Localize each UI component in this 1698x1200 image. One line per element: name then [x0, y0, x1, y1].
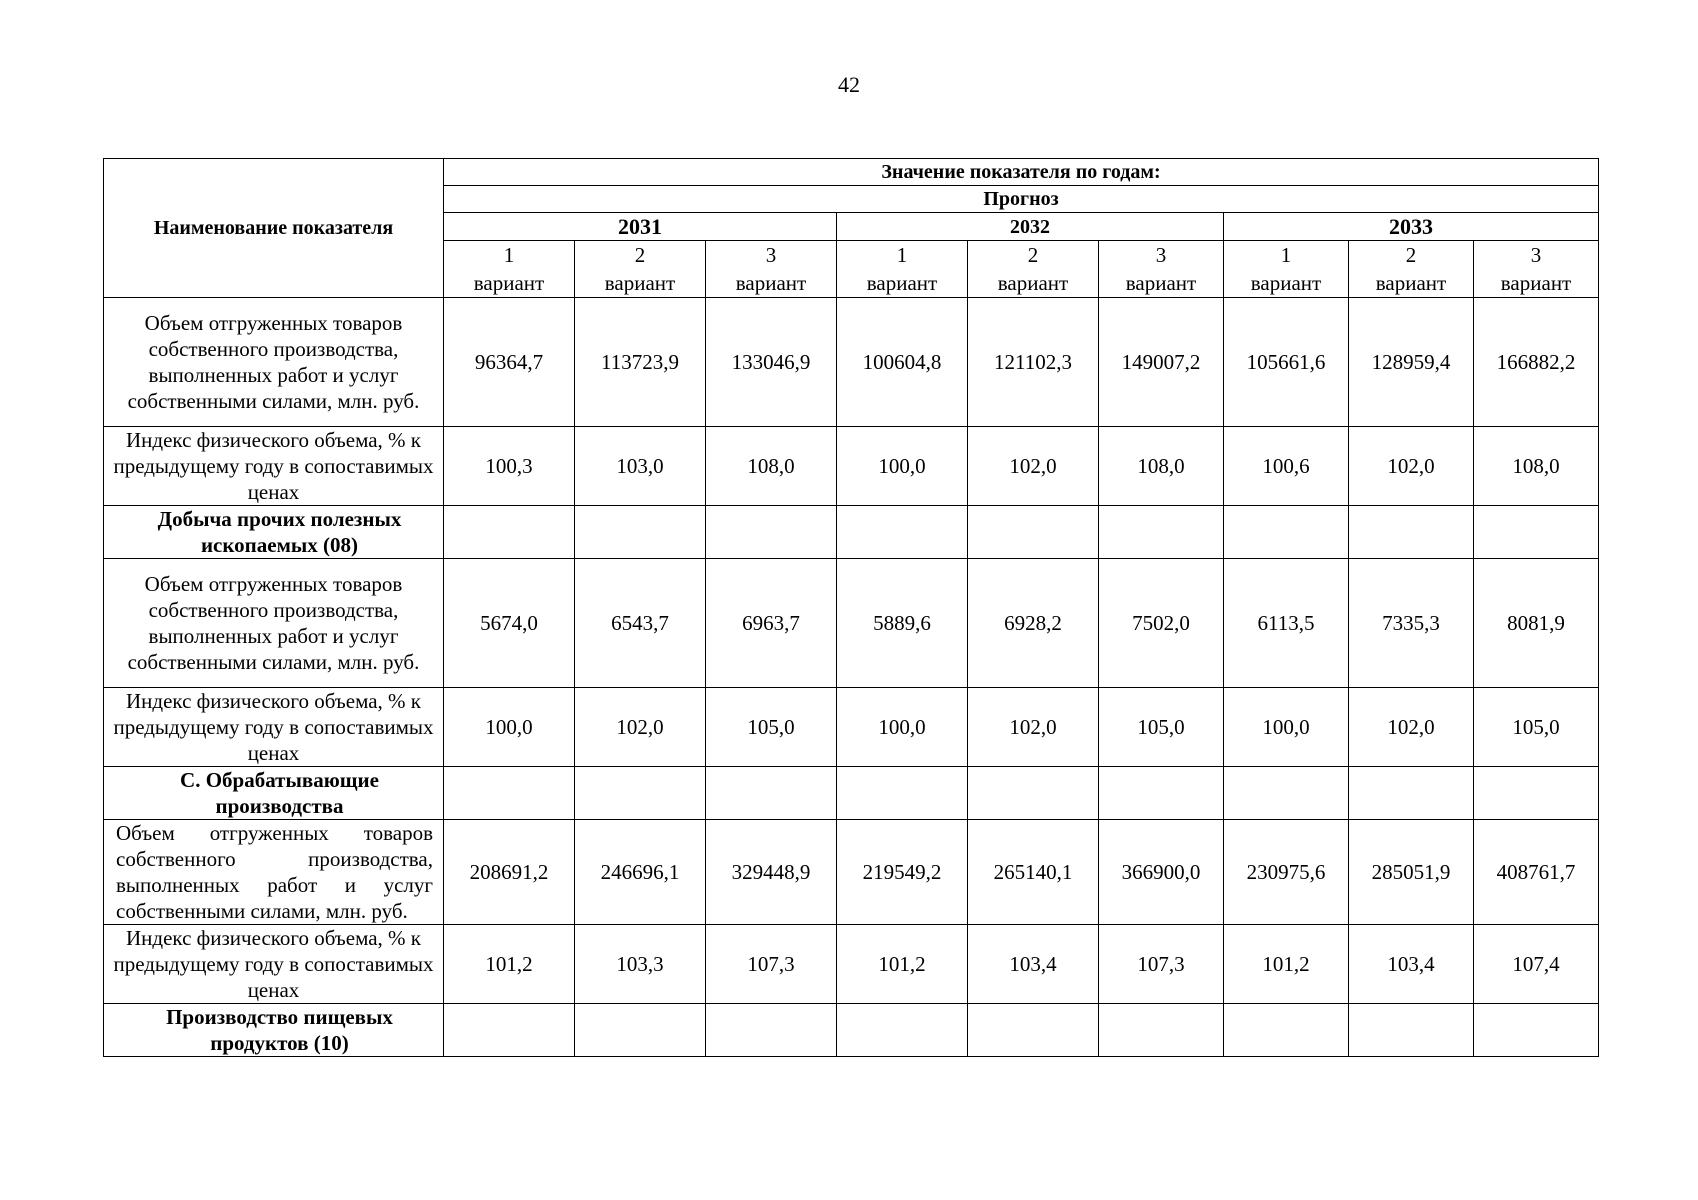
variant-label: вариант	[1375, 271, 1447, 295]
value-cell: 100,6	[1224, 427, 1349, 506]
value-cell: 7335,3	[1349, 559, 1474, 688]
variant-label: вариант	[1125, 271, 1197, 295]
value-cell	[1099, 767, 1224, 820]
variant-label: вариант	[604, 271, 676, 295]
year-header-2031: 2031	[444, 213, 837, 241]
value-cell: 121102,3	[968, 298, 1099, 427]
value-cell	[575, 767, 706, 820]
value-cell: 366900,0	[1099, 820, 1224, 925]
value-cell: 108,0	[1099, 427, 1224, 506]
value-cell: 408761,7	[1474, 820, 1599, 925]
value-cell: 107,4	[1474, 925, 1599, 1004]
variant-number: 1	[1280, 243, 1292, 267]
value-cell: 102,0	[1349, 688, 1474, 767]
value-cell: 101,2	[444, 925, 575, 1004]
value-cell: 103,4	[1349, 925, 1474, 1004]
section-row	[104, 506, 1599, 559]
value-cell: 103,0	[575, 427, 706, 506]
value-cell	[444, 767, 575, 820]
value-cell	[968, 1004, 1099, 1057]
section-row	[104, 767, 1599, 820]
variant-header	[1099, 241, 1224, 298]
value-cell	[1099, 1004, 1224, 1057]
value-cell	[444, 506, 575, 559]
value-cell: 166882,2	[1474, 298, 1599, 427]
variant-label: вариант	[997, 271, 1069, 295]
variant-header	[1224, 241, 1349, 298]
indicator-name: Объем отгруженных товаров собственного производства, выполненных работ и услуг собственными силами, млн. руб.	[104, 559, 444, 688]
variant-label: вариант	[866, 271, 938, 295]
indicator-name: Объем отгруженных товаров собственного производства, выполненных работ и услуг собственными силами, млн. руб.	[104, 820, 444, 925]
value-cell: 5674,0	[444, 559, 575, 688]
value-cell: 108,0	[1474, 427, 1599, 506]
value-cell	[837, 506, 968, 559]
forecast-header: Прогноз	[444, 186, 1599, 213]
value-cell: 100,3	[444, 427, 575, 506]
value-cell: 103,3	[575, 925, 706, 1004]
value-cell: 133046,9	[706, 298, 837, 427]
value-cell: 105,0	[1099, 688, 1224, 767]
value-cell	[575, 506, 706, 559]
value-cell: 105661,6	[1224, 298, 1349, 427]
variant-header	[968, 241, 1099, 298]
table-row	[104, 925, 1599, 1004]
variant-label: вариант	[473, 271, 545, 295]
page-number: 42	[838, 72, 860, 97]
value-cell	[444, 1004, 575, 1057]
value-cell: 285051,9	[1349, 820, 1474, 925]
variant-header	[1474, 241, 1599, 298]
section-title: С. Обрабатывающие производства	[104, 767, 444, 820]
variant-header	[444, 241, 575, 298]
value-cell: 108,0	[706, 427, 837, 506]
value-cell	[837, 767, 968, 820]
value-cell: 246696,1	[575, 820, 706, 925]
variant-header	[1349, 241, 1474, 298]
table-row	[104, 820, 1599, 925]
value-cell: 107,3	[706, 925, 837, 1004]
value-cell: 100,0	[837, 688, 968, 767]
value-cell	[1224, 767, 1349, 820]
value-cell: 102,0	[968, 688, 1099, 767]
value-cell	[1224, 506, 1349, 559]
table-row	[104, 688, 1599, 767]
value-cell: 100604,8	[837, 298, 968, 427]
value-cell	[1224, 1004, 1349, 1057]
indicator-name: Индекс физического объема, % к предыдущему году в сопоставимых ценах	[104, 427, 444, 506]
value-cell	[1474, 506, 1599, 559]
value-cell: 265140,1	[968, 820, 1099, 925]
value-cell: 6963,7	[706, 559, 837, 688]
value-cell: 102,0	[575, 688, 706, 767]
variant-header	[706, 241, 837, 298]
value-cell	[706, 1004, 837, 1057]
value-cell: 208691,2	[444, 820, 575, 925]
value-cell	[1349, 767, 1474, 820]
variant-number: 3	[1155, 243, 1167, 267]
value-cell	[968, 767, 1099, 820]
section-title: Добыча прочих полезных ископаемых (08)	[104, 506, 444, 559]
section-title: Производство пищевых продуктов (10)	[104, 1004, 444, 1057]
value-cell: 6543,7	[575, 559, 706, 688]
value-cell	[1099, 506, 1224, 559]
indicator-name-header: Наименование показателя	[104, 159, 444, 298]
value-cell	[1474, 767, 1599, 820]
value-cell: 329448,9	[706, 820, 837, 925]
value-cell: 128959,4	[1349, 298, 1474, 427]
variant-header	[837, 241, 968, 298]
value-cell: 103,4	[968, 925, 1099, 1004]
value-cell	[706, 767, 837, 820]
value-cell: 105,0	[706, 688, 837, 767]
value-cell: 105,0	[1474, 688, 1599, 767]
value-cell	[968, 506, 1099, 559]
variant-number: 1	[503, 243, 515, 267]
value-cell: 100,0	[1224, 688, 1349, 767]
value-cell: 113723,9	[575, 298, 706, 427]
value-cell: 107,3	[1099, 925, 1224, 1004]
variant-label: вариант	[1500, 271, 1572, 295]
variant-label: вариант	[1250, 271, 1322, 295]
variant-number: 1	[896, 243, 908, 267]
variant-number: 3	[1530, 243, 1542, 267]
year-header-2032: 2032	[837, 213, 1224, 241]
variant-number: 3	[765, 243, 777, 267]
section-row	[104, 1004, 1599, 1057]
value-cell: 102,0	[1349, 427, 1474, 506]
group-title-header: Значение показателя по годам:	[444, 159, 1599, 186]
value-cell: 100,0	[444, 688, 575, 767]
value-cell	[706, 506, 837, 559]
table-row	[104, 427, 1599, 506]
value-cell: 8081,9	[1474, 559, 1599, 688]
variant-number: 2	[1027, 243, 1039, 267]
forecast-table	[103, 158, 1599, 1057]
value-cell	[837, 1004, 968, 1057]
value-cell: 101,2	[1224, 925, 1349, 1004]
indicator-name: Объем отгруженных товаров собственного производства, выполненных работ и услуг собственными силами, млн. руб.	[104, 298, 444, 427]
value-cell: 6113,5	[1224, 559, 1349, 688]
value-cell: 149007,2	[1099, 298, 1224, 427]
variant-header	[575, 241, 706, 298]
variant-label: вариант	[735, 271, 807, 295]
value-cell	[575, 1004, 706, 1057]
variant-number: 2	[634, 243, 646, 267]
value-cell: 100,0	[837, 427, 968, 506]
indicator-name: Индекс физического объема, % к предыдущему году в сопоставимых ценах	[104, 925, 444, 1004]
value-cell: 96364,7	[444, 298, 575, 427]
value-cell: 5889,6	[837, 559, 968, 688]
value-cell: 6928,2	[968, 559, 1099, 688]
value-cell: 102,0	[968, 427, 1099, 506]
value-cell	[1474, 1004, 1599, 1057]
year-header-2033: 2033	[1224, 213, 1599, 241]
table-row	[104, 298, 1599, 427]
indicator-name: Индекс физического объема, % к предыдущему году в сопоставимых ценах	[104, 688, 444, 767]
value-cell	[1349, 1004, 1474, 1057]
value-cell	[1349, 506, 1474, 559]
value-cell: 230975,6	[1224, 820, 1349, 925]
variant-number: 2	[1405, 243, 1417, 267]
value-cell: 7502,0	[1099, 559, 1224, 688]
table-row	[104, 559, 1599, 688]
value-cell: 219549,2	[837, 820, 968, 925]
value-cell: 101,2	[837, 925, 968, 1004]
